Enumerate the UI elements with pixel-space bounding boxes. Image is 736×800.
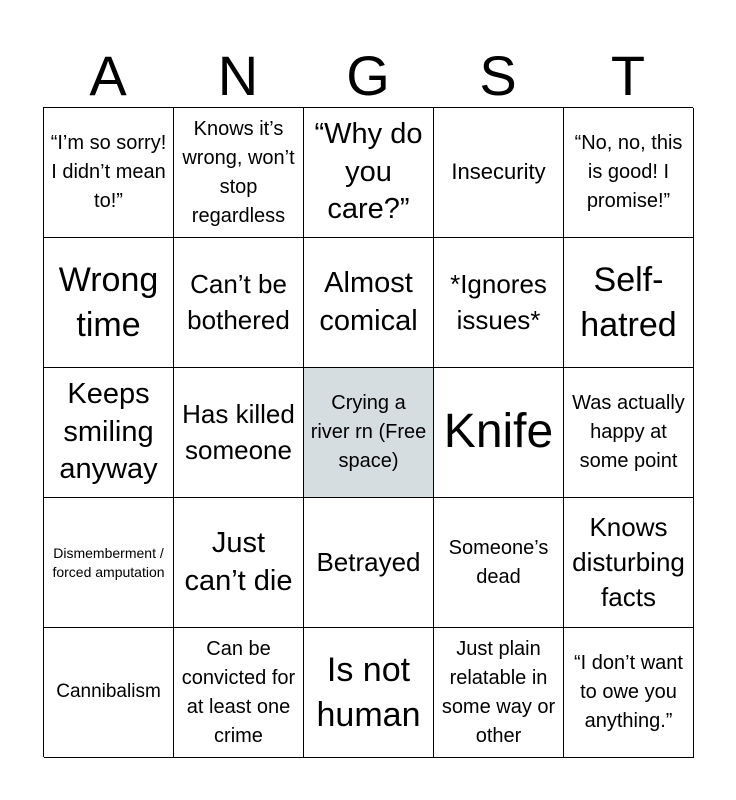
bingo-cell[interactable] bbox=[44, 368, 174, 498]
bingo-cell-text: Has killed someone bbox=[182, 399, 295, 465]
header-letter-n: N bbox=[217, 44, 259, 107]
bingo-header bbox=[43, 44, 693, 108]
bingo-cell[interactable] bbox=[564, 628, 694, 758]
bingo-cell-text: Keeps smiling anyway bbox=[59, 377, 158, 486]
bingo-cell-text: “No, no, this is good! I promise!” bbox=[574, 132, 683, 212]
bingo-cell[interactable] bbox=[174, 498, 304, 628]
bingo-cell-text: Almost comical bbox=[319, 266, 418, 337]
bingo-cell-text: “I’m so sorry! I didn’t mean to!” bbox=[50, 132, 167, 212]
header-letter-a: A bbox=[89, 44, 127, 107]
header-letter-s: S bbox=[479, 44, 517, 107]
bingo-cell[interactable] bbox=[44, 238, 174, 368]
header-letter-g: G bbox=[346, 44, 390, 107]
bingo-cell[interactable] bbox=[174, 628, 304, 758]
bingo-cell-text: Cannibalism bbox=[56, 681, 161, 703]
bingo-cell[interactable] bbox=[44, 498, 174, 628]
bingo-cell-text: Insecurity bbox=[451, 159, 546, 185]
bingo-cell-text: Betrayed bbox=[316, 546, 421, 577]
bingo-cell-text: Self-hatred bbox=[580, 261, 677, 344]
bingo-cell-text: Crying a river rn (Free space) bbox=[310, 392, 427, 472]
bingo-cell-text: Just plain relatable in some way or other bbox=[441, 637, 556, 747]
bingo-cell[interactable] bbox=[434, 498, 564, 628]
bingo-cell-text: Dismemberment / forced amputation bbox=[52, 545, 165, 580]
bingo-cell[interactable] bbox=[564, 498, 694, 628]
bingo-cell[interactable] bbox=[44, 628, 174, 758]
bingo-cell-free-space[interactable] bbox=[304, 368, 434, 498]
bingo-cell[interactable] bbox=[434, 628, 564, 758]
bingo-cell[interactable] bbox=[434, 368, 564, 498]
bingo-cell[interactable] bbox=[434, 108, 564, 238]
bingo-cell[interactable] bbox=[564, 368, 694, 498]
bingo-cell[interactable] bbox=[44, 108, 174, 238]
bingo-cell-text: Knife bbox=[443, 405, 554, 459]
bingo-cell[interactable] bbox=[564, 108, 694, 238]
bingo-cell[interactable] bbox=[174, 108, 304, 238]
bingo-cell-text: Was actually happy at some point bbox=[572, 392, 685, 472]
bingo-cell-text: Knows it’s wrong, won’t stop regardless bbox=[182, 117, 295, 227]
bingo-cell-text: Can’t be bothered bbox=[187, 269, 290, 335]
bingo-cell-text: Wrong time bbox=[58, 261, 159, 344]
bingo-cell-text: Knows disturbing facts bbox=[572, 511, 685, 613]
bingo-cell[interactable] bbox=[434, 238, 564, 368]
bingo-cell-text: “I don’t want to owe you anything.” bbox=[574, 652, 683, 732]
bingo-board bbox=[43, 107, 693, 757]
bingo-cell[interactable] bbox=[174, 238, 304, 368]
bingo-cell-text: Can be convicted for at least one crime bbox=[181, 637, 296, 747]
bingo-cell[interactable] bbox=[304, 238, 434, 368]
bingo-cell[interactable] bbox=[304, 628, 434, 758]
bingo-cell-text: Someone’s dead bbox=[448, 536, 549, 588]
bingo-cell-text: *Ignores issues* bbox=[450, 269, 547, 335]
header-letter-t: T bbox=[610, 44, 646, 107]
bingo-cell-text: “Why do you care?” bbox=[314, 117, 423, 226]
bingo-cell[interactable] bbox=[174, 368, 304, 498]
bingo-cell[interactable] bbox=[304, 108, 434, 238]
bingo-cell-text: Just can’t die bbox=[184, 526, 293, 597]
bingo-cell-text: Is not human bbox=[316, 651, 421, 734]
bingo-cell[interactable] bbox=[564, 238, 694, 368]
bingo-cell[interactable] bbox=[304, 498, 434, 628]
